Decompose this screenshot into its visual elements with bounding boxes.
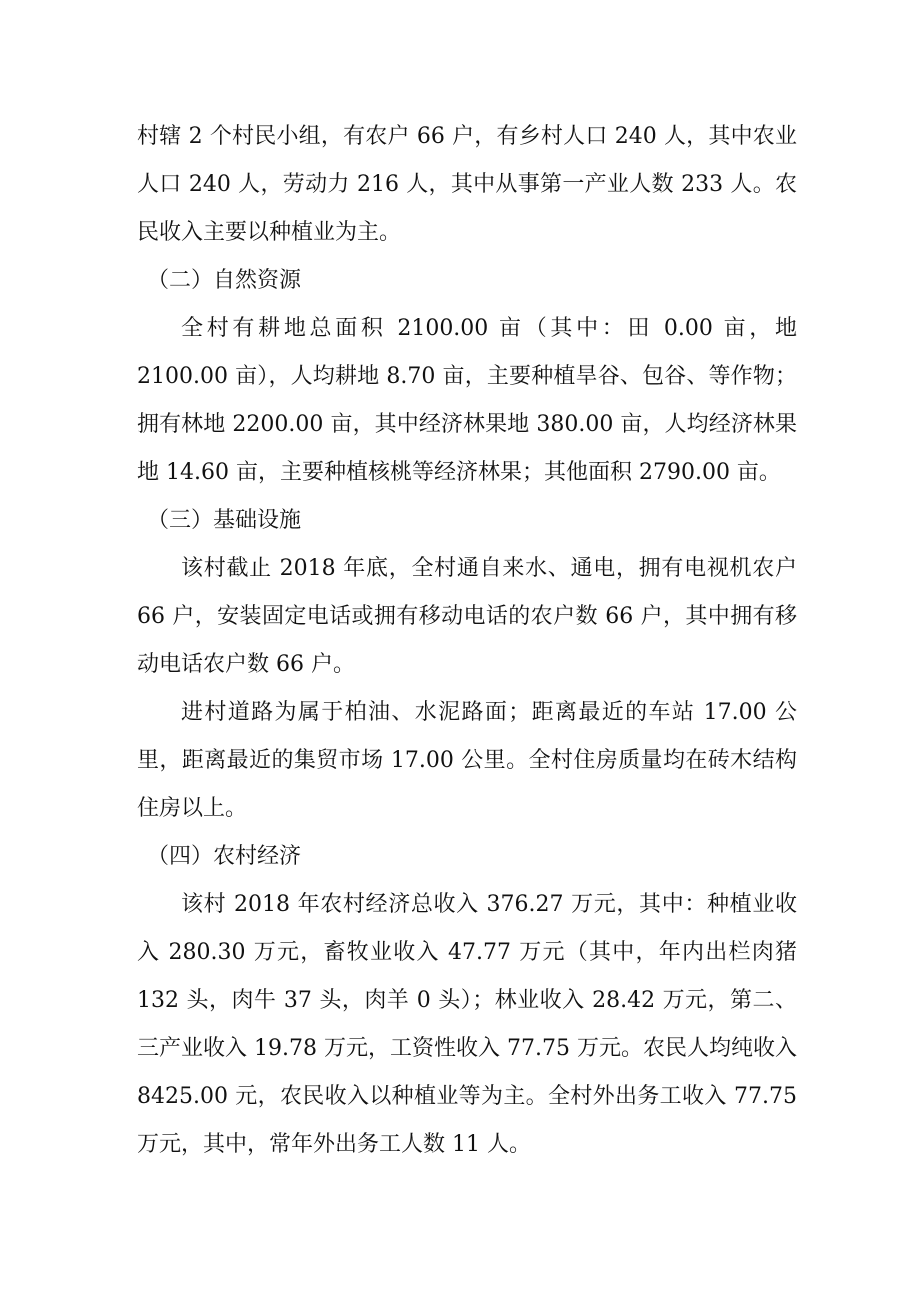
paragraph-roads-housing: 进村道路为属于柏油、水泥路面；距离最近的车站 17.00 公里，距离最近的集贸市场 17.00 公里。全村住房质量均在砖木结构住房以上。 [137, 700, 797, 821]
heading-natural-resources: （二）自然资源 [147, 268, 302, 293]
paragraph-rural-economy: 该村 2018 年农村经济总收入 376.27 万元，其中：种植业收入 280.30 万元，畜牧业收入 47.77 万元（其中，年内出栏肉猪 132 头，肉牛 37 头，肉羊 0 头）；林业收入 28.42 万元，第二、三产业收入 19.78 万元，工资性收入 77.75 万元。农民人均纯收入 8425.00 元，农民收入以种植业等为主。全村外出务工收入 77.75 万元，其中，常年外出务工人数 11 人。 [137, 892, 797, 1157]
document-body [137, 113, 797, 1169]
heading-infrastructure: （三）基础设施 [147, 508, 302, 533]
paragraph-natural-resources: 全村有耕地总面积 2100.00 亩（其中：田 0.00 亩，地 2100.00 亩），人均耕地 8.70 亩，主要种植旱谷、包谷、等作物；拥有林地 2200.00 亩，其中经济林果地 380.00 亩，人均经济林果地 14.60 亩，主要种植核桃等经济林果；其他面积 2790.00 亩。 [137, 316, 797, 485]
paragraph-village-population: 村辖 2 个村民小组，有农户 66 户，有乡村人口 240 人，其中农业人口 240 人，劳动力 216 人，其中从事第一产业人数 233 人。农民收入主要以种植业为主。 [137, 124, 797, 245]
heading-rural-economy: （四）农村经济 [147, 844, 302, 869]
paragraph-utilities: 该村截止 2018 年底，全村通自来水、通电，拥有电视机农户 66 户，安装固定电话或拥有移动电话的农户数 66 户，其中拥有移动电话农户数 66 户。 [137, 556, 797, 677]
